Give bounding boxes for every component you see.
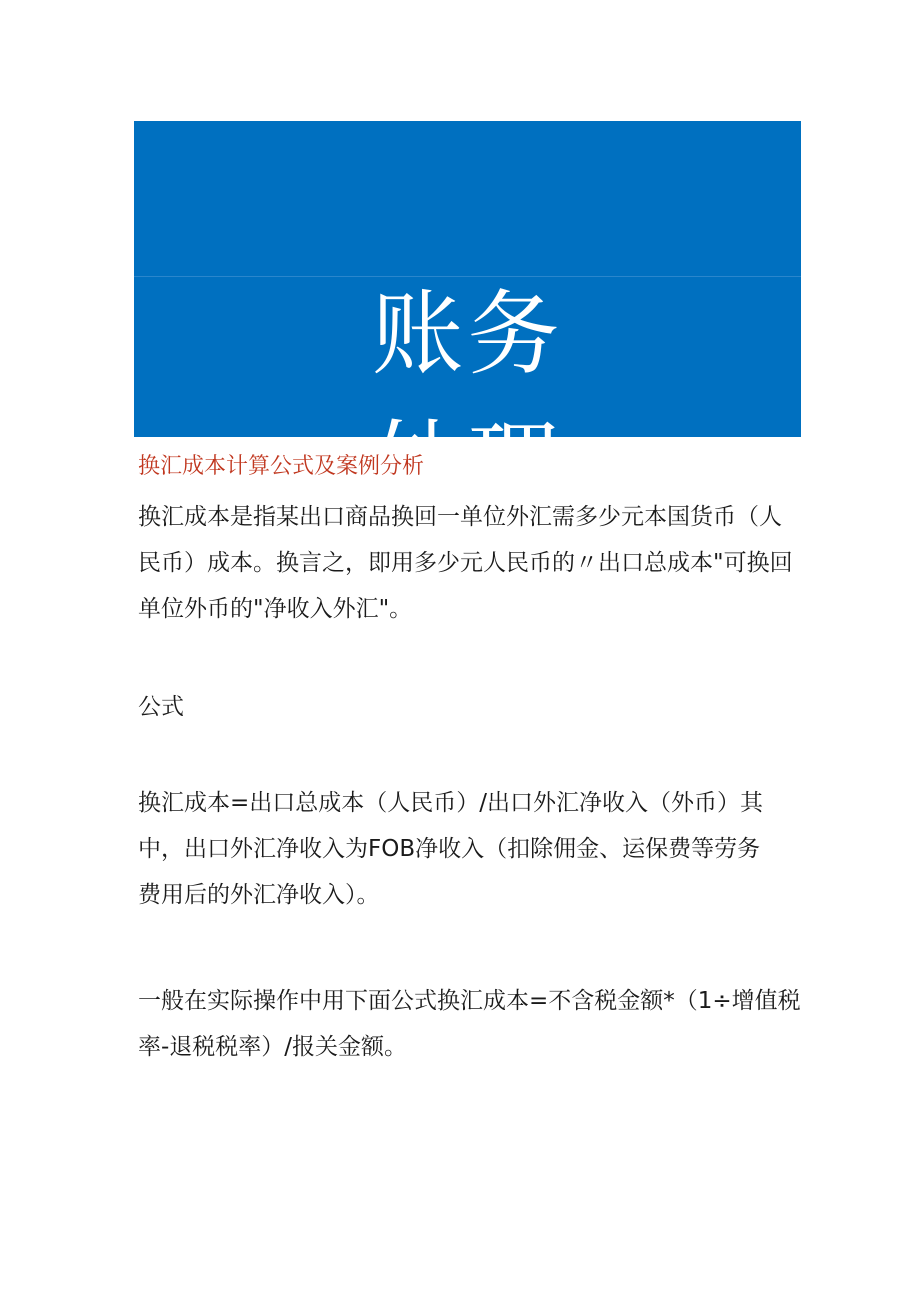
banner-divider — [134, 276, 801, 277]
banner-title-line-2: 处理 — [371, 411, 564, 518]
formula-heading-text: 公式 — [138, 694, 184, 720]
banner-title-line-1: 账务 — [371, 281, 564, 388]
document-title: 换汇成本计算公式及案例分析 — [138, 454, 425, 479]
practical-line-2: 率-退税税率）/报关金额。 — [138, 1034, 408, 1060]
formula-heading — [138, 684, 184, 730]
formula-line-3: 费用后的外汇净收入）。 — [138, 882, 380, 908]
formula-line-1: 换汇成本=出口总成本（人民币）/出口外汇净收入（外币）其 — [138, 790, 764, 816]
practical-paragraph — [138, 978, 801, 1070]
intro-line-1: 换汇成本是指某出口商品换回一单位外汇需多少元本国货币（人 — [138, 504, 782, 530]
formula-line-2: 中，出口外汇净收入为FOB净收入（扣除佣金、运保费等劳务 — [138, 836, 761, 862]
intro-paragraph — [138, 494, 793, 632]
intro-line-3: 单位外币的"净收入外汇"。 — [138, 596, 413, 622]
intro-line-2: 民币）成本。换言之，即用多少元人民币的〃出口总成本"可换回 — [138, 550, 793, 576]
formula-paragraph — [138, 780, 763, 918]
practical-line-1: 一般在实际操作中用下面公式换汇成本=不含税金额*（1÷增值税 — [138, 988, 801, 1014]
